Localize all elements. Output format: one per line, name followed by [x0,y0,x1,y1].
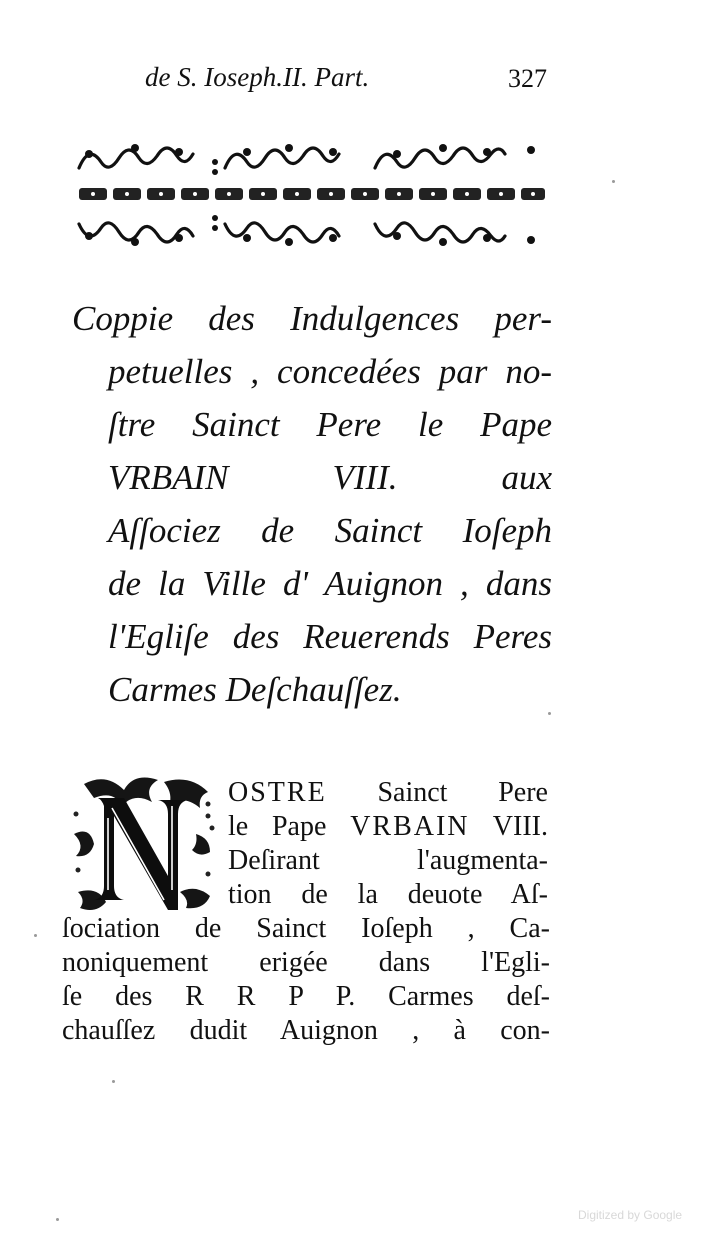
title-line: Aſſociez de Sainct Ioſeph [108,511,552,550]
body-line-start: le Pape [228,811,327,842]
title-line: Coppie des Indulgences per- [72,299,552,338]
running-header [145,62,555,102]
body-line: Deſirant l'augmenta- [228,845,548,876]
paper-speck [548,712,551,715]
body-text-full-width [62,912,550,1048]
title-line: l'Egliſe des Reuerends Peres [108,617,552,656]
paper-speck [34,934,37,937]
body-line: chauſſez dudit Auignon , à con- [62,1015,550,1046]
title-line: VRBAIN VIII. aux [108,458,552,497]
running-title: de S. Ioseph.II. Part. [145,62,370,92]
body-line [228,810,548,844]
body-text-beside-initial [228,776,548,912]
floral-headpiece-ornament-icon [75,138,547,248]
body-smallcaps-word: OSTRE [228,777,327,808]
watermark: Digitized by Google [578,1208,683,1222]
body-line-end: VIII. [492,811,548,842]
chapter-title [72,292,552,716]
title-line: de la Ville d' Auignon , dans [108,564,552,603]
title-line: petuelles , concedées par no- [108,352,552,391]
paper-speck [56,1218,59,1221]
paper-speck [112,1080,115,1083]
paper-speck [612,180,615,183]
body-line: ſociation de Sainct Ioſeph , Ca- [62,913,550,944]
body-line: ſe des R R P P. Carmes deſ- [62,981,550,1012]
body-line: tion de la deuote Aſ- [228,879,548,910]
body-line-rest: Sainct Pere [377,777,548,808]
page-number: 327 [508,64,547,93]
body-line [228,776,548,810]
decorated-initial-N-icon [68,774,220,920]
body-smallcaps-name: VRBAIN [350,811,470,842]
title-line: ſtre Sainct Pere le Pape [108,405,552,444]
title-line: Carmes Deſchauſſez. [108,670,402,709]
body-line: noniquement erigée dans l'Egli- [62,947,550,978]
